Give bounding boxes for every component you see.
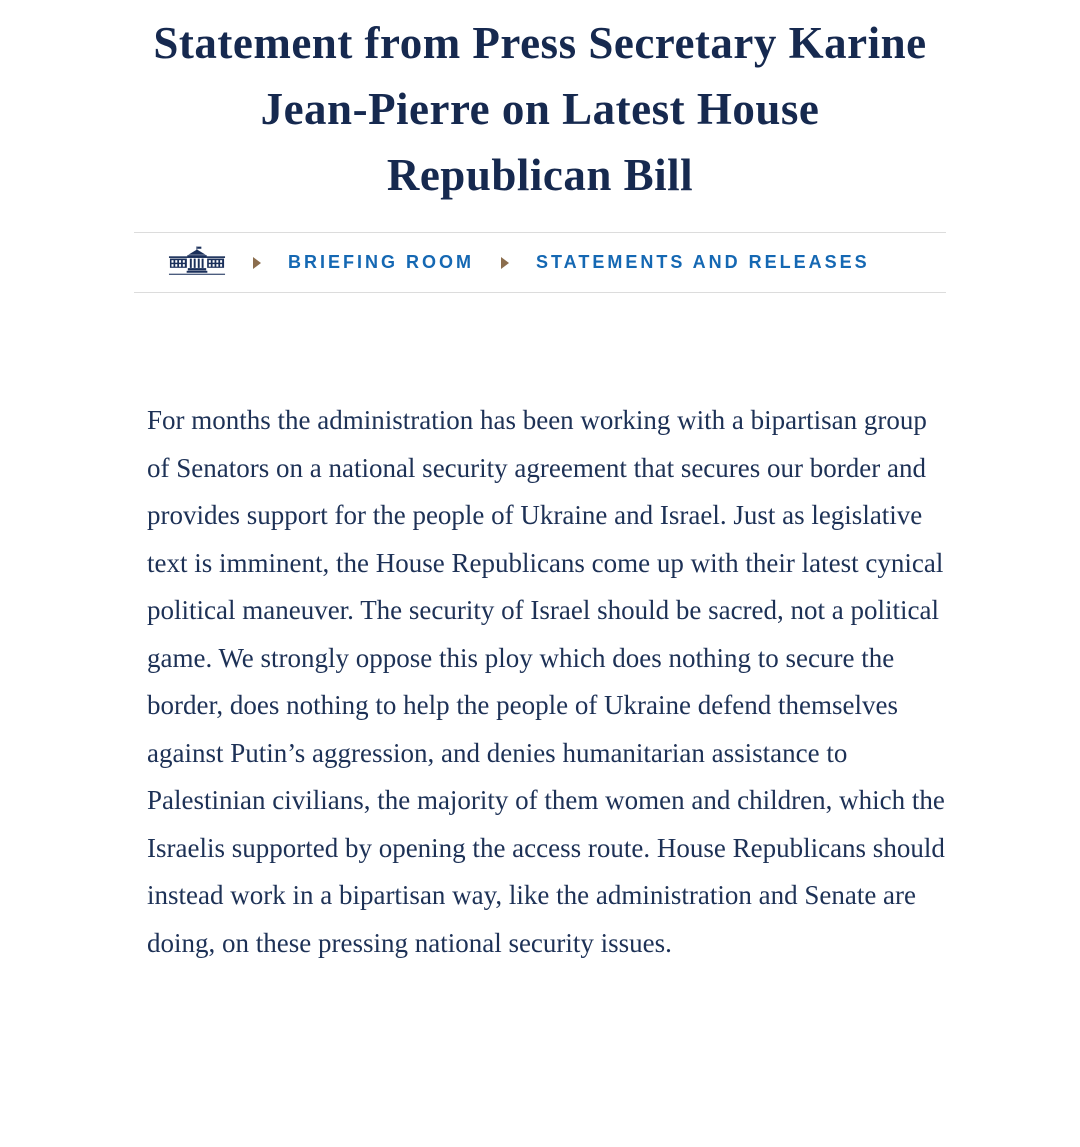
whitehouse-icon xyxy=(168,246,226,279)
breadcrumb-link-statements-and-releases[interactable]: STATEMENTS AND RELEASES xyxy=(536,252,870,272)
page-title-line: Statement from Press Secretary Karine xyxy=(153,18,927,68)
breadcrumb xyxy=(134,232,946,293)
caret-right-icon xyxy=(253,257,261,269)
article-body: For months the administration has been working with a bipartisan group of Senators on a national security agreement that secures our border and provides support for the people of Ukraine and Israel. Just as legislative text is imminent, the House Republicans come up with their latest cynical political maneuver. The security of Israel should be sacred, not a political game. We strongly oppose this ploy which does nothing to secure the border, does nothing to help the people of Ukraine defend themselves against Putin’s aggression, and denies humanitarian assistance to Palestinian civilians, the majority of them women and children, which the Israelis supported by opening the access route. House Republicans should instead work in a bipartisan way, like the administration and Senate are doing, on these pressing national security issues. xyxy=(147,405,945,958)
caret-right-icon xyxy=(501,257,509,269)
page-title-line: Republican Bill xyxy=(386,150,694,200)
page-title-line: Jean-Pierre on Latest House xyxy=(260,84,820,134)
breadcrumb-link-briefing-room[interactable]: BRIEFING ROOM xyxy=(288,252,474,272)
home-link[interactable] xyxy=(168,246,226,279)
page-title xyxy=(0,10,1080,208)
